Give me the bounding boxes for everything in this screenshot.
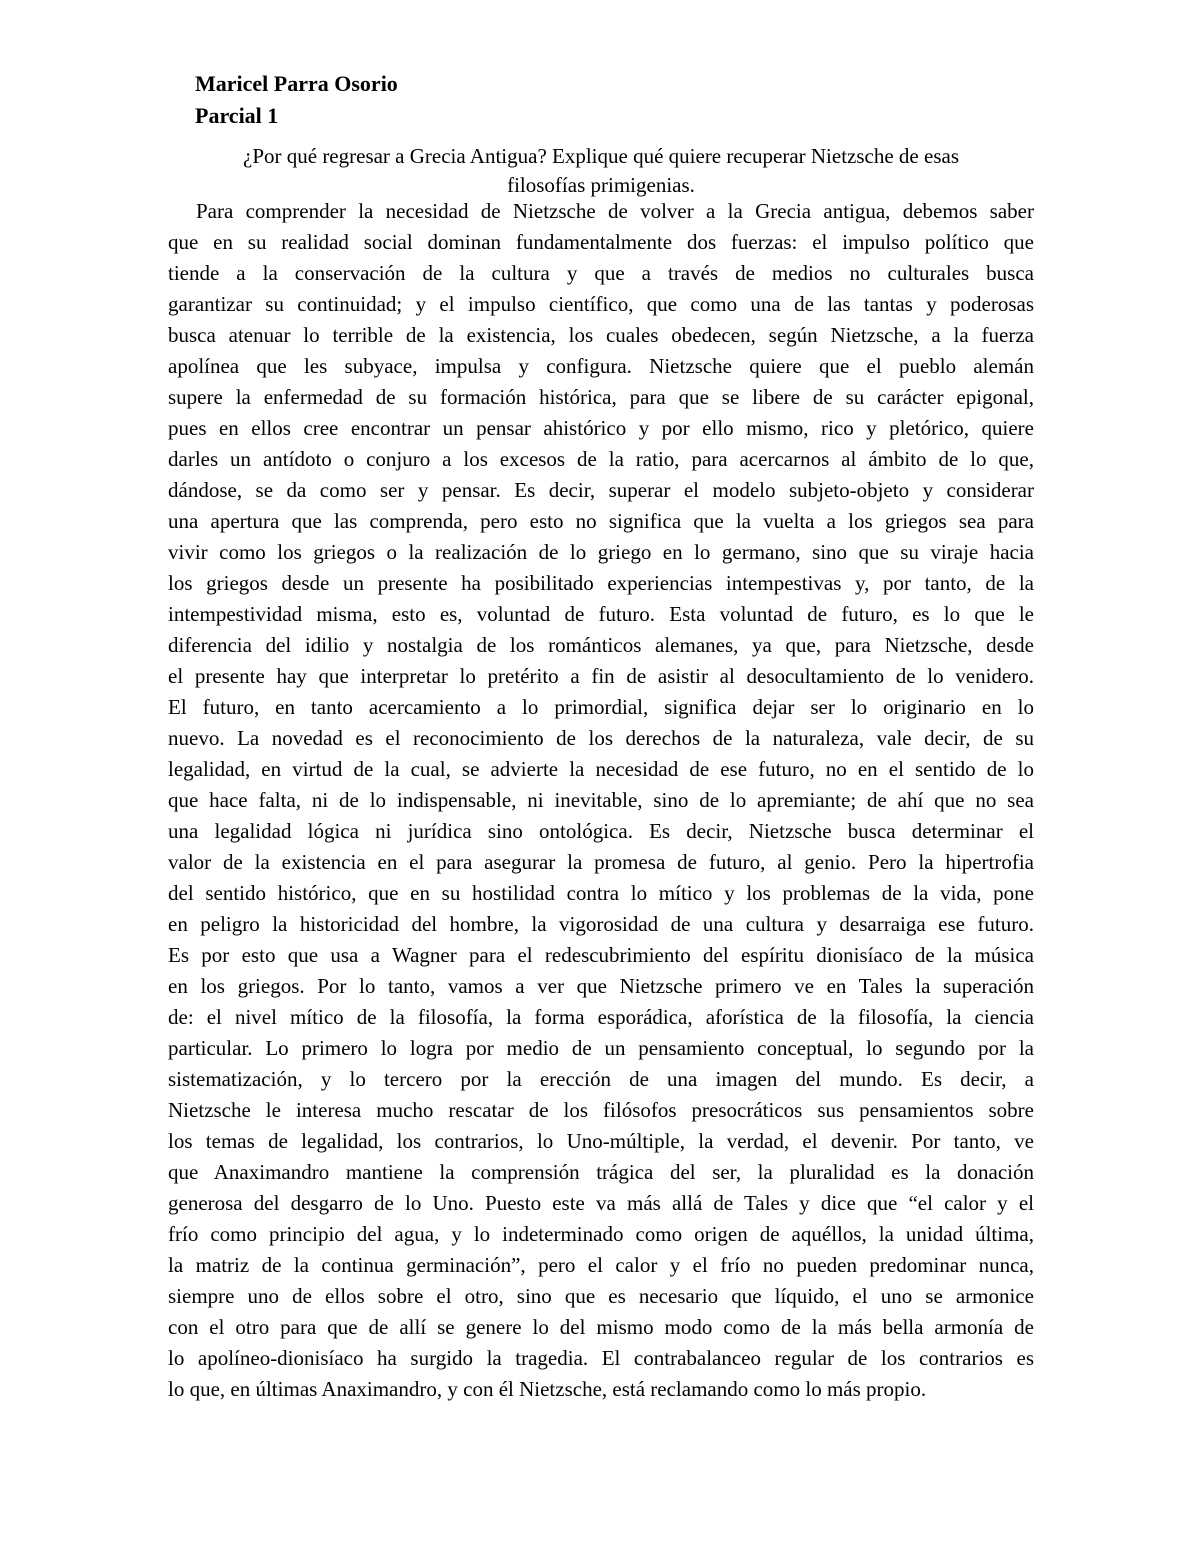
body-line: con el otro para que de allí se genere lo del mismo modo como de la más bella armonía de bbox=[168, 1315, 1034, 1339]
body-line: garantizar su continuidad; y el impulso científico, que como una de las tantas y poderosas bbox=[168, 292, 1034, 316]
body-line: del sentido histórico, que en su hostilidad contra lo mítico y los problemas de la vida, pone bbox=[168, 881, 1034, 905]
body-line: generosa del desgarro de lo Uno. Puesto este va más allá de Tales y dice que “el calor y el bbox=[168, 1191, 1034, 1215]
body-line: diferencia del idilio y nostalgia de los románticos alemanes, ya que, para Nietzsche, desde bbox=[168, 633, 1034, 657]
body-line: busca atenuar lo terrible de la existencia, los cuales obedecen, según Nietzsche, a la fuerza bbox=[168, 323, 1034, 347]
body-line: lo apolíneo-dionisíaco ha surgido la tragedia. El contrabalanceo regular de los contrarios es bbox=[168, 1346, 1034, 1370]
body-line: que hace falta, ni de lo indispensable, ni inevitable, sino de lo apremiante; de ahí que no sea bbox=[168, 788, 1034, 812]
body-line: una legalidad lógica ni jurídica sino ontológica. Es decir, Nietzsche busca determinar el bbox=[168, 819, 1034, 843]
body-line: apolínea que les subyace, impulsa y configura. Nietzsche quiere que el pueblo alemán bbox=[168, 354, 1034, 378]
body-line: que en su realidad social dominan fundamentalmente dos fuerzas: el impulso político que bbox=[168, 230, 1034, 254]
body-paragraph bbox=[168, 196, 1034, 1405]
body-line: sistematización, y lo tercero por la erección de una imagen del mundo. Es decir, a bbox=[168, 1067, 1034, 1091]
body-line: valor de la existencia en el para asegurar la promesa de futuro, al genio. Pero la hipertrofia bbox=[168, 850, 1034, 874]
body-line: la matriz de la continua germinación”, pero el calor y el frío no pueden predominar nunca, bbox=[168, 1253, 1034, 1277]
author-name: Maricel Parra Osorio bbox=[195, 71, 398, 96]
body-line: una apertura que las comprenda, pero esto no significa que la vuelta a los griegos sea para bbox=[168, 509, 1034, 533]
body-line: Es por esto que usa a Wagner para el redescubrimiento del espíritu dionisíaco de la música bbox=[168, 943, 1034, 967]
body-line: El futuro, en tanto acercamiento a lo primordial, significa dejar ser lo originario en lo bbox=[168, 695, 1034, 719]
body-line: Para comprender la necesidad de Nietzsche de volver a la Grecia antigua, debemos saber bbox=[196, 199, 1034, 223]
body-line: particular. Lo primero lo logra por medio de un pensamiento conceptual, lo segundo por la bbox=[168, 1036, 1034, 1060]
body-line: Nietzsche le interesa mucho rescatar de los filósofos presocráticos sus pensamientos sobre bbox=[168, 1098, 1034, 1122]
body-line: frío como principio del agua, y lo indeterminado como origen de aquéllos, la unidad última, bbox=[168, 1222, 1034, 1246]
body-line: darles un antídoto o conjuro a los excesos de la ratio, para acercarnos al ámbito de lo que, bbox=[168, 447, 1034, 471]
body-line: supere la enfermedad de su formación histórica, para que se libere de su carácter epigonal, bbox=[168, 385, 1034, 409]
body-line: legalidad, en virtud de la cual, se advierte la necesidad de ese futuro, no en el sentido de lo bbox=[168, 757, 1034, 781]
body-line: lo que, en últimas Anaximandro, y con él Nietzsche, está reclamando como lo más propio. bbox=[168, 1377, 927, 1401]
question-heading bbox=[168, 142, 1034, 200]
body-line: los temas de legalidad, los contrarios, lo Uno-múltiple, la verdad, el devenir. Por tanto, ve bbox=[168, 1129, 1034, 1153]
body-line: nuevo. La novedad es el reconocimiento de los derechos de la naturaleza, vale decir, de su bbox=[168, 726, 1034, 750]
body-line: los griegos desde un presente ha posibilitado experiencias intempestivas y, por tanto, de la bbox=[168, 571, 1034, 595]
document-header bbox=[195, 68, 398, 132]
body-line: dándose, se da como ser y pensar. Es decir, superar el modelo subjeto-objeto y considerar bbox=[168, 478, 1034, 502]
question-line: filosofías primigenias. bbox=[507, 173, 695, 197]
body-line: que Anaximandro mantiene la comprensión trágica del ser, la pluralidad es la donación bbox=[168, 1160, 1034, 1184]
body-line: tiende a la conservación de la cultura y que a través de medios no culturales busca bbox=[168, 261, 1034, 285]
document-title: Parcial 1 bbox=[195, 103, 279, 128]
body-line: de: el nivel mítico de la filosofía, la forma esporádica, aforística de la filosofía, la ciencia bbox=[168, 1005, 1034, 1029]
body-line: intempestividad misma, esto es, voluntad de futuro. Esta voluntad de futuro, es lo que le bbox=[168, 602, 1034, 626]
body-line: en los griegos. Por lo tanto, vamos a ver que Nietzsche primero ve en Tales la superación bbox=[168, 974, 1034, 998]
body-line: en peligro la historicidad del hombre, la vigorosidad de una cultura y desarraiga ese futuro. bbox=[168, 912, 1034, 936]
body-line: el presente hay que interpretar lo pretérito a fin de asistir al desocultamiento de lo venidero. bbox=[168, 664, 1034, 688]
body-line: pues en ellos cree encontrar un pensar ahistórico y por ello mismo, rico y pletórico, quiere bbox=[168, 416, 1034, 440]
body-line: vivir como los griegos o la realización de lo griego en lo germano, sino que su viraje hacia bbox=[168, 540, 1034, 564]
question-line: ¿Por qué regresar a Grecia Antigua? Explique qué quiere recuperar Nietzsche de esas bbox=[243, 144, 959, 168]
body-line: siempre uno de ellos sobre el otro, sino que es necesario que líquido, el uno se armonice bbox=[168, 1284, 1034, 1308]
